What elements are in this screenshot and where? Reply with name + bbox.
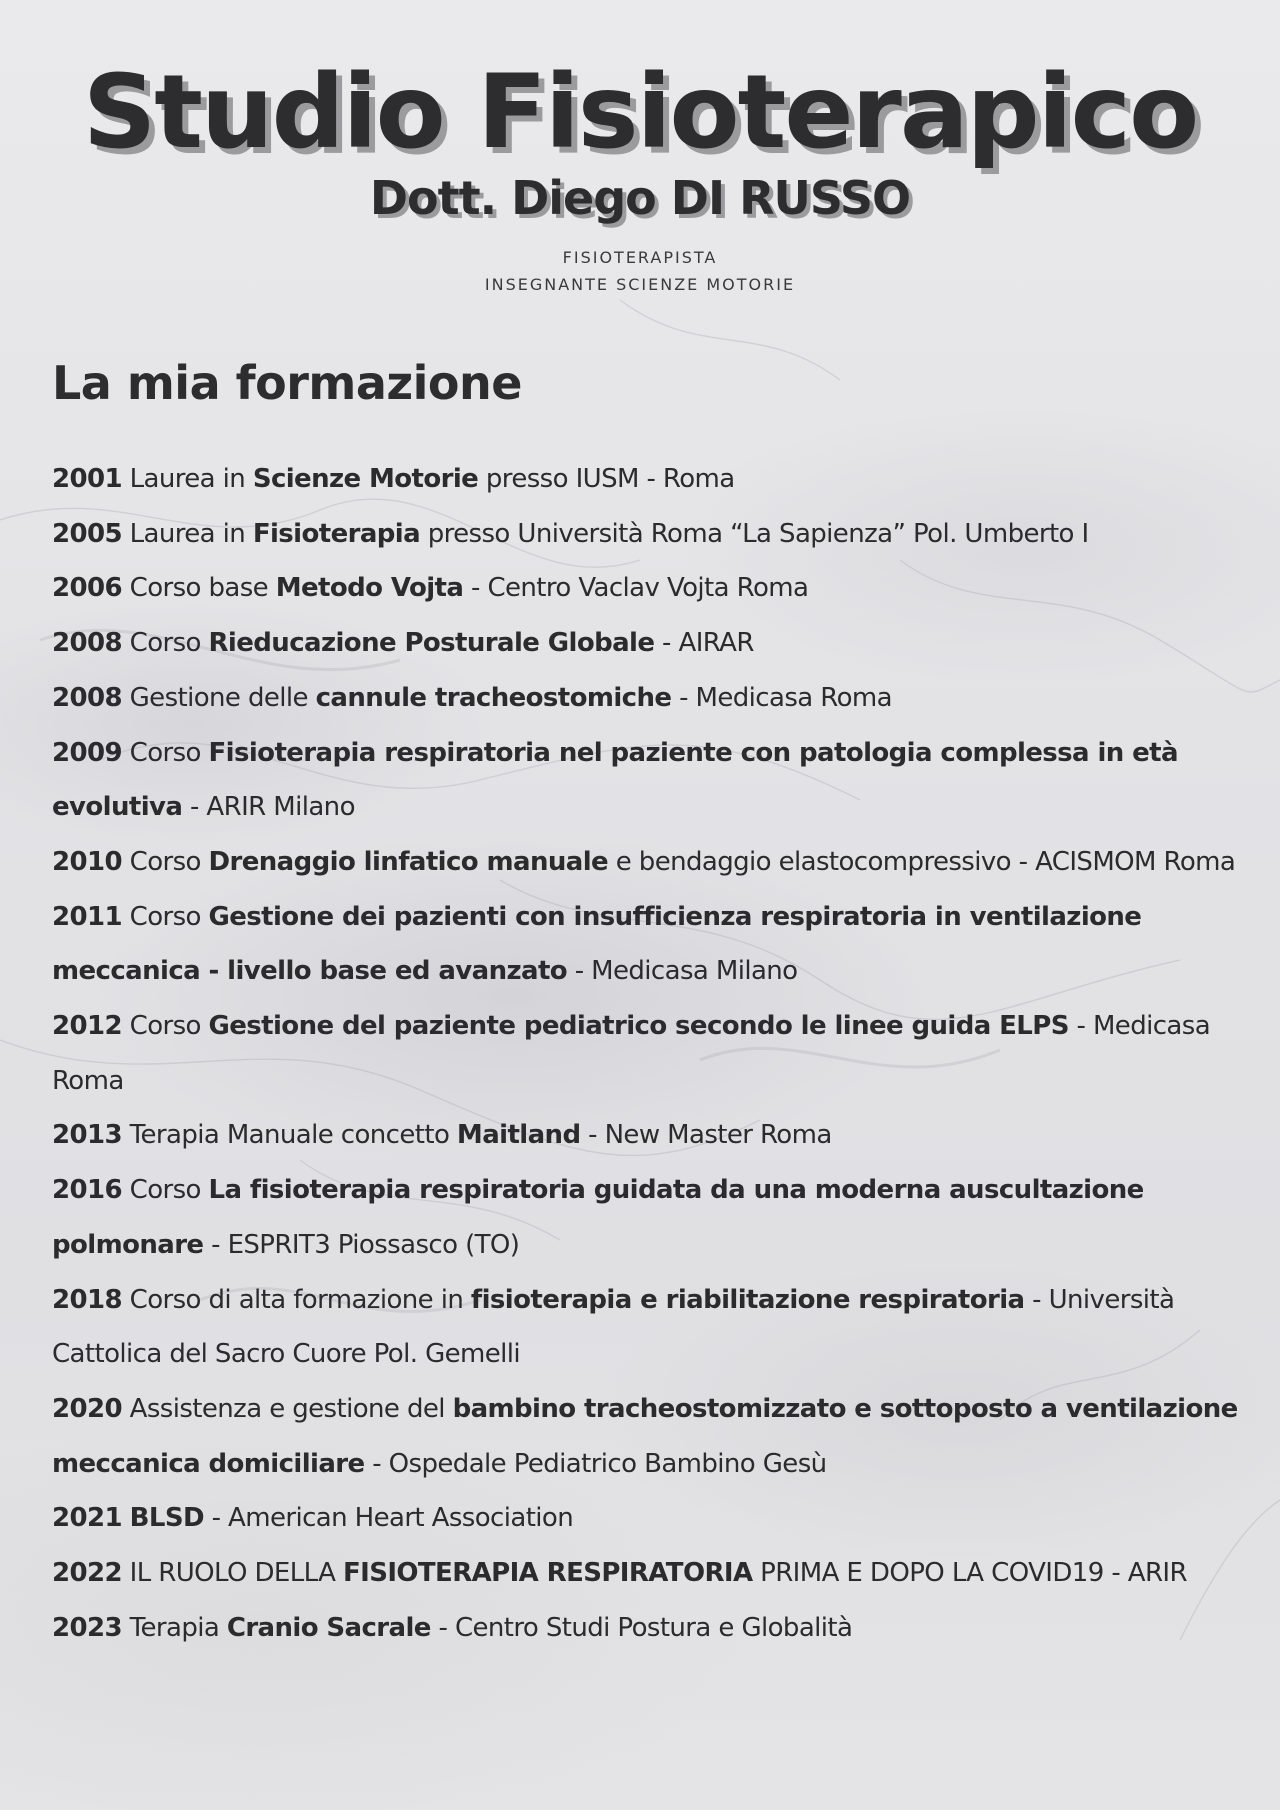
entry-text: Terapia Manuale concetto	[121, 1120, 457, 1151]
entry-highlight: Gestione dei pazienti con insufficienza respiratoria in ventilazione meccanica - livello base ed avanzato	[52, 901, 1142, 987]
entry-provider: - American Heart Association	[203, 1503, 574, 1534]
entry-year: 2011	[52, 901, 122, 932]
education-entry	[52, 890, 1252, 999]
studio-title: Studio Fisioterapico	[82, 53, 1198, 172]
entry-year: 2008	[52, 628, 122, 659]
entry-provider: - Università Cattolica del Sacro Cuore Pol. Gemelli	[52, 1284, 1175, 1370]
page-header	[0, 53, 1280, 298]
entry-highlight: BLSD	[129, 1503, 204, 1534]
entry-highlight: Scienze Motorie	[252, 464, 479, 494]
entry-highlight: Cranio Sacrale	[226, 1612, 431, 1643]
entry-provider: - Medicasa Roma	[671, 682, 892, 713]
entry-highlight: cannule tracheostomiche	[315, 682, 672, 713]
education-entry	[52, 616, 1252, 671]
education-entry	[52, 726, 1252, 835]
role-physiotherapist: FISIOTERAPISTA	[562, 248, 718, 268]
entry-year: 2012	[52, 1011, 122, 1042]
education-list	[52, 452, 1252, 1655]
entry-year: 2008	[52, 682, 122, 713]
entry-text	[122, 1503, 130, 1533]
education-entry	[52, 671, 1252, 726]
entry-provider: - ARIR Milano	[182, 792, 355, 823]
entry-text: Corso	[121, 901, 209, 932]
entry-text: Terapia	[121, 1612, 227, 1643]
entry-year: 2018	[52, 1284, 122, 1315]
entry-text: Corso	[121, 1175, 209, 1206]
entry-text: Corso base	[121, 573, 276, 604]
roles	[0, 244, 1280, 298]
entry-highlight: Drenaggio linfatico manuale	[208, 846, 609, 877]
entry-year: 2020	[52, 1393, 122, 1424]
education-entry	[52, 1382, 1252, 1491]
education-entry	[52, 1273, 1252, 1382]
education-entry	[52, 1163, 1252, 1272]
entry-highlight: bambino tracheostomizzato e sottoposto a ventilazione meccanica domiciliare	[52, 1393, 1238, 1479]
entry-highlight: Fisioterapia	[252, 518, 421, 549]
entry-provider: - Centro Studi Postura e Globalità	[430, 1612, 853, 1643]
entry-year: 2009	[52, 737, 122, 768]
entry-text: Corso	[121, 846, 209, 877]
entry-text: Assistenza e gestione del	[121, 1393, 453, 1424]
entry-text: Laurea in	[121, 518, 253, 549]
entry-provider: - New Master Roma	[580, 1120, 832, 1151]
section-title: La mia formazione	[52, 356, 522, 410]
doctor-name: Dott. Diego DI RUSSO	[369, 171, 911, 225]
entry-highlight: Fisioterapia respiratoria nel paziente con patologia complessa in età evolutiva	[52, 737, 1178, 823]
entry-highlight: FISIOTERAPIA RESPIRATORIA	[342, 1558, 753, 1589]
education-entry	[52, 1546, 1252, 1601]
entry-text: Corso	[121, 1011, 209, 1042]
entry-year: 2022	[52, 1558, 122, 1589]
entry-provider: - Centro Vaclav Vojta Roma	[463, 573, 809, 604]
entry-provider: PRIMA E DOPO LA COVID19 - ARIR	[752, 1558, 1187, 1589]
entry-text: Corso	[121, 628, 209, 659]
entry-provider: e bendaggio elastocompressivo - ACISMOM Roma	[608, 846, 1236, 877]
entry-provider: - Medicasa Milano	[567, 956, 798, 987]
education-entry	[52, 452, 1252, 507]
entry-year: 2013	[52, 1120, 122, 1151]
education-entry	[52, 561, 1252, 616]
entry-highlight: Metodo Vojta	[275, 573, 464, 604]
entry-year: 2005	[52, 518, 122, 549]
entry-provider: - ESPRIT3 Piossasco (TO)	[203, 1229, 520, 1260]
entry-year: 2016	[52, 1175, 122, 1206]
entry-highlight: Gestione del paziente pediatrico secondo le linee guida ELPS	[208, 1011, 1069, 1042]
education-entry	[52, 507, 1252, 562]
entry-provider: - Medicasa Roma	[52, 1011, 1211, 1096]
entry-text: Gestione delle	[121, 682, 316, 713]
education-entry	[52, 999, 1252, 1108]
entry-year: 2023	[52, 1612, 122, 1643]
role-teacher: INSEGNANTE SCIENZE MOTORIE	[484, 275, 796, 295]
education-entry	[52, 1601, 1252, 1656]
entry-year: 2001	[52, 464, 122, 494]
entry-text: IL RUOLO DELLA	[121, 1558, 343, 1589]
entry-provider: presso IUSM - Roma	[478, 464, 735, 494]
entry-year: 2010	[52, 846, 122, 877]
entry-provider: - Ospedale Pediatrico Bambino Gesù	[364, 1448, 827, 1479]
entry-highlight: fisioterapia e riabilitazione respiratoria	[470, 1284, 1025, 1315]
entry-provider: - AIRAR	[654, 628, 754, 659]
entry-highlight: La fisioterapia respiratoria guidata da una moderna auscultazione polmonare	[52, 1175, 1144, 1260]
entry-provider: presso Università Roma “La Sapienza” Pol. Umberto I	[420, 518, 1089, 549]
education-entry	[52, 1108, 1252, 1163]
entry-text: Laurea in	[121, 464, 253, 494]
entry-year: 2021	[52, 1503, 122, 1534]
entry-highlight: Rieducazione Posturale Globale	[208, 628, 655, 659]
education-entry	[52, 1491, 1252, 1546]
education-entry	[52, 835, 1252, 890]
entry-text: Corso	[121, 737, 209, 768]
entry-text: Corso di alta formazione in	[121, 1284, 471, 1315]
entry-year: 2006	[52, 573, 122, 604]
entry-highlight: Maitland	[456, 1120, 581, 1151]
